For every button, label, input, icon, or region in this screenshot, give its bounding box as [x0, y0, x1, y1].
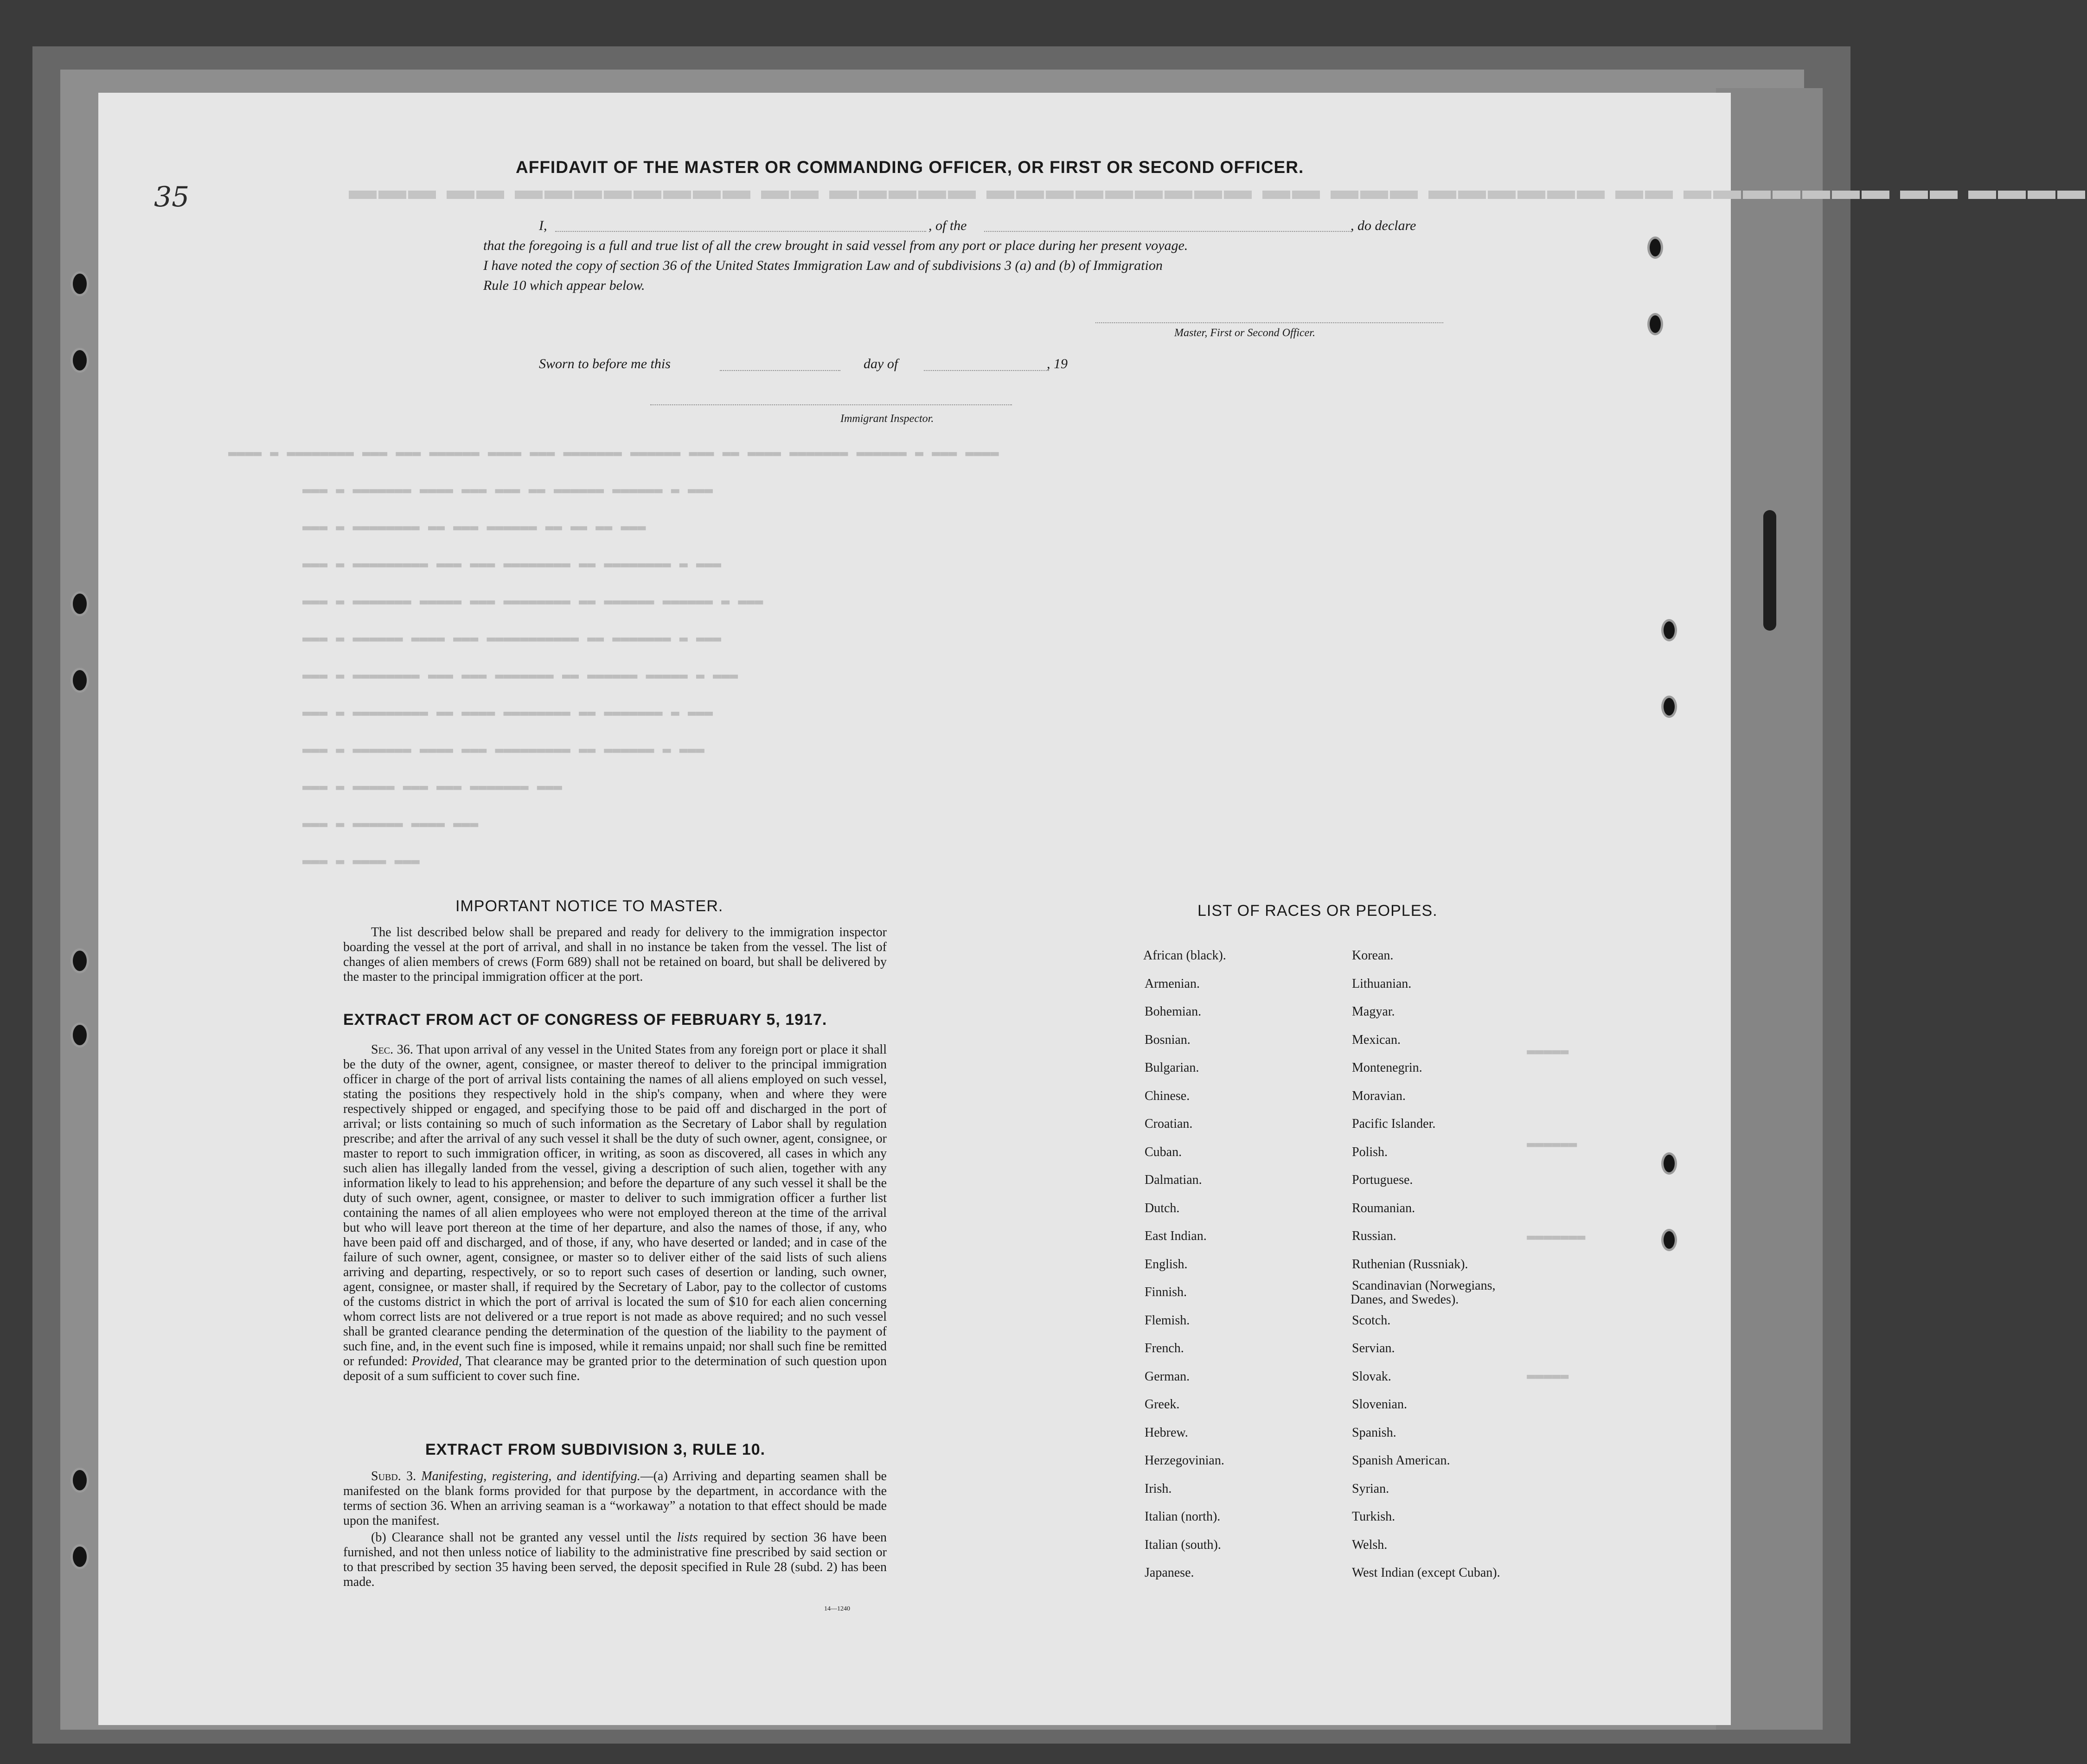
- extract-rule-a: [343, 1469, 887, 1528]
- back-page-edge: [1716, 88, 1823, 1730]
- notice-title: IMPORTANT NOTICE TO MASTER.: [455, 897, 723, 915]
- extract-act-text: [343, 1042, 887, 1384]
- day-blank[interactable]: [720, 370, 840, 371]
- race-item: Syrian.: [1352, 1481, 1389, 1496]
- race-item: Ruthenian (Russniak).: [1352, 1257, 1468, 1272]
- bleed-through-rows: ▬▬▬▬▬▬▬: [1527, 1229, 1586, 1245]
- subd-text-a: —(a) Arriving and departing seamen shall be manifested on the blank forms provided for that purpose by the department, in accordance with the terms of section 36. When an arriving seaman is a “workaway” a notation to that effect should be made upon the manifest.: [343, 1469, 887, 1528]
- race-item: Slovak.: [1352, 1369, 1391, 1384]
- punch-hole: [73, 1547, 87, 1567]
- punch-hole: [1664, 621, 1675, 639]
- inspector-label: Immigrant Inspector.: [840, 413, 934, 425]
- race-item: Welsh.: [1352, 1537, 1388, 1552]
- month-blank[interactable]: [924, 370, 1049, 371]
- punch-hole: [73, 1025, 87, 1045]
- race-item: Russian.: [1352, 1229, 1396, 1243]
- race-item: Dalmatian.: [1145, 1173, 1202, 1187]
- race-item: Japanese.: [1145, 1566, 1194, 1580]
- punch-hole: [1664, 1155, 1675, 1172]
- bleed-through-rows: ▬▬▬ ▬ ▬▬▬▬▬▬▬▬ ▬▬ ▬▬▬ ▬▬▬▬▬▬ ▬▬ ▬▬ ▬▬ ▬▬▬: [302, 519, 646, 536]
- race-item: Lithuanian.: [1352, 976, 1412, 991]
- bleed-through-rows: ▬▬▬ ▬ ▬▬▬▬ ▬▬▬: [302, 853, 420, 869]
- sworn-label: Sworn to before me this: [539, 356, 671, 371]
- punch-hole: [73, 274, 87, 294]
- subd-b-pre: (b) Clearance shall not be granted any vessel until the: [371, 1530, 672, 1545]
- race-item: Slovenian.: [1352, 1397, 1407, 1412]
- subd-b-lists: lists: [677, 1530, 698, 1545]
- bleed-through-rows: ▬▬▬ ▬ ▬▬▬▬▬▬ ▬▬▬▬ ▬▬▬: [302, 816, 479, 832]
- race-item: Hebrew.: [1145, 1425, 1188, 1440]
- race-item: Finnish.: [1145, 1285, 1187, 1299]
- notice-text: The list described below shall be prepared and ready for delivery to the immigration inspector boarding the vessel at the port of arrival, and shall in no instance be taken from the vessel. The list of changes of alien members of crews (Form 689) shall not be retained on board, but shall be delivered by the master to the principal immigration officer at the port.: [343, 925, 887, 984]
- punch-hole: [1664, 698, 1675, 716]
- race-item: Bulgarian.: [1145, 1061, 1199, 1075]
- race-item: Korean.: [1352, 948, 1394, 963]
- race-item: Greek.: [1145, 1397, 1180, 1412]
- punch-hole: [1664, 1231, 1675, 1249]
- race-item: German.: [1145, 1369, 1190, 1384]
- bleed-through-rows: ▬▬▬ ▬ ▬▬▬▬▬ ▬▬▬ ▬▬▬ ▬▬▬▬▬▬▬ ▬▬▬: [302, 779, 562, 795]
- bleed-through-rows: ▬▬▬ ▬ ▬▬▬▬▬▬▬▬▬ ▬▬ ▬▬▬▬ ▬▬▬▬▬▬▬▬ ▬▬ ▬▬▬▬▬▬▬ ▬ ▬▬▬: [302, 705, 713, 721]
- master-signature-label: Master, First or Second Officer.: [1174, 327, 1315, 339]
- punch-hole: [73, 594, 87, 614]
- race-item: Italian (south).: [1145, 1537, 1221, 1552]
- race-item: Armenian.: [1145, 976, 1200, 991]
- race-item: Dutch.: [1145, 1201, 1180, 1215]
- subd-label: Subd. 3.: [371, 1469, 416, 1483]
- race-item: Magyar.: [1352, 1004, 1395, 1019]
- bleed-through-rows: ▬▬▬ ▬ ▬▬▬▬▬▬ ▬▬▬▬ ▬▬▬ ▬▬▬▬▬▬▬▬▬▬▬ ▬▬ ▬▬▬▬▬▬▬ ▬ ▬▬▬: [302, 631, 722, 647]
- ink-mark: [1763, 510, 1776, 631]
- race-item: Servian.: [1352, 1341, 1395, 1355]
- race-item: Moravian.: [1352, 1088, 1406, 1103]
- race-item: Montenegrin.: [1352, 1061, 1422, 1075]
- race-item: West Indian (except Cuban).: [1352, 1566, 1500, 1580]
- subd-title: Manifesting, registering, and identifying.: [421, 1469, 640, 1483]
- document-page: [98, 93, 2087, 1725]
- race-item: English.: [1145, 1257, 1188, 1272]
- bleed-through-rows: ▬▬▬▬ ▬ ▬▬▬▬▬▬▬▬ ▬▬▬ ▬▬▬ ▬▬▬▬▬▬ ▬▬▬▬ ▬▬▬ ▬▬▬▬▬▬▬ ▬▬▬▬▬▬ ▬▬▬ ▬▬ ▬▬▬▬ ▬▬▬▬▬▬▬ ▬▬▬▬▬▬ ▬ ▬▬▬ ▬▬▬▬: [228, 445, 999, 461]
- punch-hole: [73, 951, 87, 971]
- affidavit-line-2: that the foregoing is a full and true list of all the crew brought in said vessel from any port or place during her present voyage.: [483, 238, 1188, 253]
- affidavit-i: I,: [539, 218, 547, 233]
- race-item: Mexican.: [1352, 1032, 1401, 1047]
- extract-act-title: EXTRACT FROM ACT OF CONGRESS OF FEBRUARY 5, 1917.: [343, 1011, 827, 1029]
- bleed-through-rows: ▬▬▬ ▬ ▬▬▬▬▬▬▬ ▬▬▬▬ ▬▬▬ ▬▬▬ ▬▬ ▬▬▬▬▬▬ ▬▬▬▬▬▬ ▬ ▬▬▬: [302, 482, 713, 499]
- form-number: 14—1240: [824, 1605, 850, 1612]
- race-item: Italian (north).: [1145, 1509, 1221, 1524]
- punch-hole: [73, 1470, 87, 1490]
- race-item: Scandinavian (Norwegians,: [1352, 1278, 1496, 1293]
- year-label: , 19: [1047, 356, 1068, 371]
- race-item: Irish.: [1145, 1481, 1172, 1496]
- race-item: French.: [1145, 1341, 1184, 1355]
- race-item: Flemish.: [1145, 1313, 1190, 1328]
- race-item: Portuguese.: [1352, 1173, 1413, 1187]
- bleed-through-rows: ▬▬▬▬▬: [1527, 1043, 1569, 1060]
- race-item: Scotch.: [1352, 1313, 1391, 1328]
- vessel-blank[interactable]: [984, 231, 1351, 232]
- race-item: Roumanian.: [1352, 1201, 1415, 1215]
- provided-word: Provided,: [411, 1354, 462, 1368]
- race-item: Danes, and Swedes).: [1351, 1292, 1459, 1307]
- bleed-through-rows: ▬▬▬▬▬: [1527, 1368, 1569, 1384]
- race-item: Chinese.: [1145, 1088, 1190, 1103]
- races-title: LIST OF RACES OR PEOPLES.: [1197, 902, 1438, 920]
- bleed-through-rows: ▬▬▬ ▬ ▬▬▬▬▬▬▬▬ ▬▬▬ ▬▬▬ ▬▬▬▬▬▬▬ ▬▬ ▬▬▬▬▬▬ ▬▬▬▬▬ ▬ ▬▬▬: [302, 668, 738, 684]
- handwritten-page-mark: 35: [154, 181, 190, 213]
- name-blank[interactable]: [555, 231, 926, 232]
- race-item: Spanish.: [1352, 1425, 1396, 1440]
- race-item: Turkish.: [1352, 1509, 1396, 1524]
- affidavit-line-4: Rule 10 which appear below.: [483, 278, 645, 293]
- race-item: African (black).: [1143, 948, 1226, 963]
- extract-rule-b: [343, 1530, 887, 1590]
- extract-rule-title: EXTRACT FROM SUBDIVISION 3, RULE 10.: [425, 1441, 766, 1458]
- affidavit-title: AFFIDAVIT OF THE MASTER OR COMMANDING OFFICER, OR FIRST OR SECOND OFFICER.: [516, 158, 1304, 177]
- affidavit-line-3: I have noted the copy of section 36 of the United States Immigration Law and of subdivisions 3 (a) and (b) of Immigration: [483, 258, 1163, 273]
- affidavit-of-the: , of the: [928, 218, 967, 233]
- race-item: Herzegovinian.: [1145, 1453, 1224, 1468]
- section-text-end: That clearance may be granted prior to the determination of such question upon deposit of a sum sufficient to cover such fine.: [343, 1354, 887, 1383]
- punch-hole: [73, 670, 87, 690]
- race-item: Pacific Islander.: [1352, 1117, 1436, 1131]
- race-item: Polish.: [1352, 1144, 1388, 1159]
- master-signature-line[interactable]: [1095, 322, 1443, 323]
- section-text: That upon arrival of any vessel in the United States from any foreign port or place it shall be the duty of the owner, agent, consignee, or master thereof to deliver to the principal immigration officer in charge of the port of arrival lists containing the names of all aliens employed on such vessel, stating the positions they respectively hold in the ship's company, when and where they were respectively shipped or engaged, and specifying those to be paid off and discharged in the port of arrival; or lists containing so much of such information as the Secretary of Labor shall by regulation prescribe; and after the arrival of any such vessel it shall be the duty of such owner, agent, consignee, or master to report to such immigration officer, in writing, as soon as discovered, all cases in which any such alien has illegally landed from the vessel, giving a description of such alien, together with any information likely to lead to his apprehension; and before the departure of any such vessel it shall be the duty of such owner, agent, consignee, or master to deliver to such immigration officer a further list containing the names of all alien employees who were not employed thereon at the time of the arrival but who will leave port thereon at the time of her departure, and also the names of those, if any, who have been paid off and discharged, and of those, if any, who have deserted or landed; and in case of the failure of such owner, agent, consignee, or master so to deliver either of the said lists of such aliens arriving and departing, respectively, or so to report such cases of desertion or landing, such owner, agent, consignee, or master shall, if required by the Secretary of Labor, pay to the collector of customs of the customs district in which the port of arrival is located the sum of $10 for each alien concerning whom correct lists are not delivered or a true report is not made as above required; and no such vessel shall be granted clearance pending the determination of the question of the liability to the payment of such fine, and, in the event such fine is imposed, while it remains unpaid; nor shall such fine be remitted or refunded:: [343, 1042, 887, 1368]
- inspector-signature-line[interactable]: [650, 404, 1012, 405]
- subd-b-post: required by section 36 have been furnished, and not then unless notice of liability to the administrative fine prescribed by said section or to that prescribed by section 35 having been served, the deposit specified in Rule 28 (subd. 2) has been made.: [343, 1530, 887, 1589]
- race-item: East Indian.: [1145, 1229, 1207, 1243]
- bleed-through-rows: ▬▬▬ ▬ ▬▬▬▬▬▬▬ ▬▬▬▬ ▬▬▬ ▬▬▬▬▬▬▬▬▬ ▬▬ ▬▬▬▬▬▬ ▬ ▬▬▬: [302, 742, 704, 758]
- race-item: Spanish American.: [1352, 1453, 1450, 1468]
- bleed-through-rows: ▬▬▬ ▬ ▬▬▬▬▬▬▬▬▬ ▬▬▬ ▬▬▬ ▬▬▬▬▬▬▬▬ ▬▬ ▬▬▬▬▬▬▬▬ ▬ ▬▬▬: [302, 556, 722, 573]
- race-item: Bosnian.: [1145, 1032, 1191, 1047]
- punch-hole: [73, 350, 87, 371]
- bleed-through-rows: ▬▬▬▬▬▬: [1527, 1136, 1577, 1152]
- day-of-label: day of: [864, 356, 898, 371]
- race-item: Cuban.: [1145, 1144, 1182, 1159]
- punch-hole: [1650, 239, 1661, 256]
- race-item: Croatian.: [1145, 1117, 1193, 1131]
- punch-hole: [1650, 315, 1661, 333]
- race-item: Bohemian.: [1145, 1004, 1202, 1019]
- bleed-through-rows: ▬▬▬ ▬ ▬▬▬▬▬▬▬ ▬▬▬▬▬ ▬▬▬ ▬▬▬▬▬▬▬▬ ▬▬ ▬▬▬▬▬▬ ▬▬▬▬▬▬ ▬ ▬▬▬: [302, 594, 763, 610]
- bleed-through-heading: ▬▬▬ ▬▬ ▬▬▬▬▬▬▬▬ ▬▬ ▬▬▬▬▬ ▬▬▬▬▬▬▬▬▬ ▬▬ ▬▬▬ ▬▬▬▬▬▬ ▬▬ ▬▬▬▬▬▬▬ ▬▬ ▬▬▬▬: [349, 174, 2087, 205]
- affidavit-declare: , do declare: [1351, 218, 1416, 233]
- section-label: Sec. 36.: [371, 1042, 413, 1057]
